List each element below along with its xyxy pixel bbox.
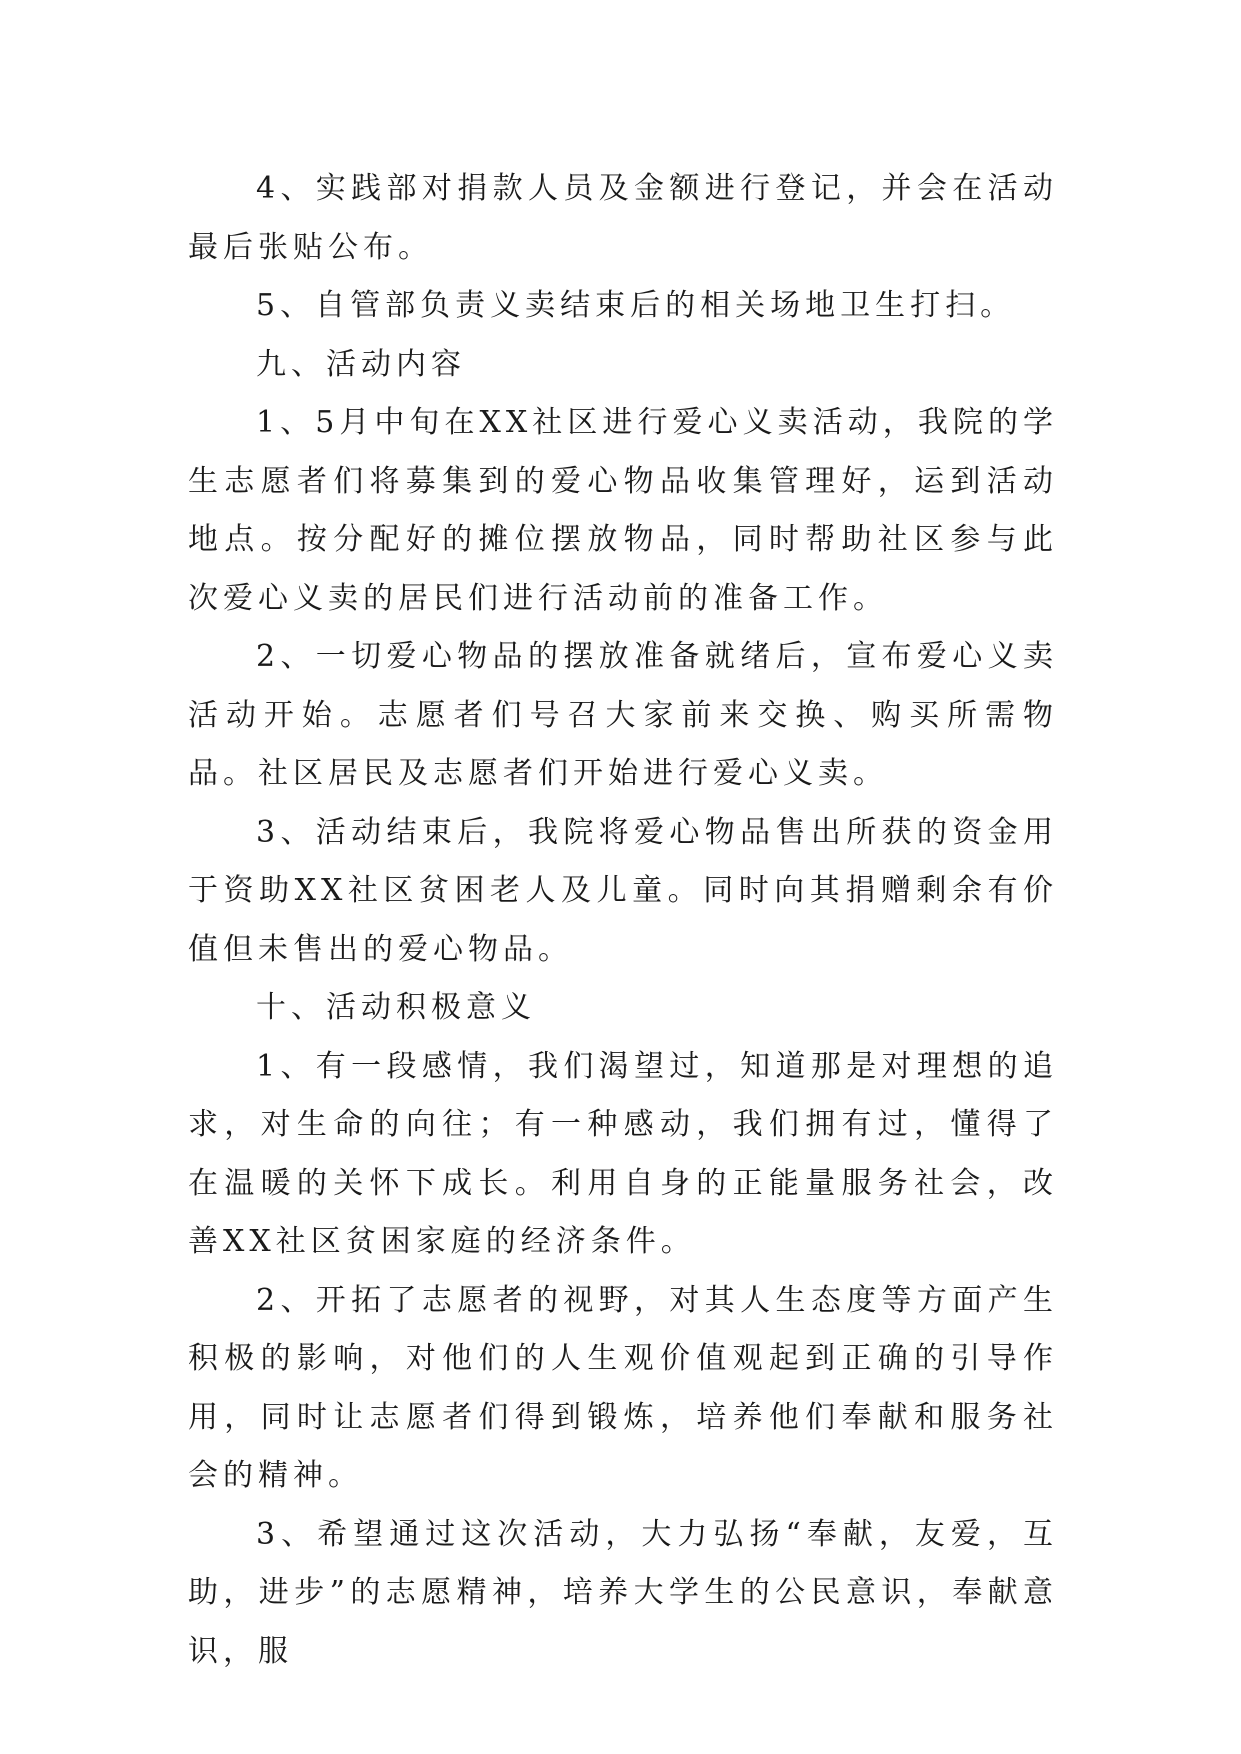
paragraph-content-1: 1、5月中旬在XX社区进行爱心义卖活动，我院的学生志愿者们将募集到的爱心物品收集管理好，运到活动地点。按分配好的摊位摆放物品，同时帮助社区参与此次爱心义卖的居民们进行活动前的准备工作。: [188, 405, 1058, 616]
document-body: [188, 160, 1058, 1681]
paragraph-item-5-cleanup: 5、自管部负责义卖结束后的相关场地卫生打扫。: [256, 288, 1016, 323]
paragraph-significance-1: 1、有一段感情，我们渴望过，知道那是对理想的追求，对生命的向往；有一种感动，我们拥有过，懂得了在温暖的关怀下成长。利用自身的正能量服务社会，改善XX社区贫困家庭的经济条件。: [188, 1048, 1058, 1259]
section-heading-activity-content: 九、活动内容: [256, 346, 466, 382]
paragraph-content-3: 3、活动结束后，我院将爱心物品售出所获的资金用于资助XX社区贫困老人及儿童。同时向其捐赠剩余有价值但未售出的爱心物品。: [188, 814, 1058, 967]
paragraph-content-2: 2、一切爱心物品的摆放准备就绪后，宣布爱心义卖活动开始。志愿者们号召大家前来交换、购买所需物品。社区居民及志愿者们开始进行爱心义卖。: [188, 639, 1058, 791]
paragraph-significance-2: 2、开拓了志愿者的视野，对其人生态度等方面产生积极的影响，对他们的人生观价值观起到正确的引导作用，同时让志愿者们得到锻炼，培养他们奉献和服务社会的精神。: [188, 1282, 1058, 1493]
paragraph-item-4-registration: 4、实践部对捐款人员及金额进行登记，并会在活动最后张贴公布。: [188, 171, 1058, 265]
section-heading-significance: 十、活动积极意义: [256, 990, 536, 1025]
paragraph-significance-3: 3、希望通过这次活动，大力弘扬“奉献，友爱，互助，进步”的志愿精神，培养大学生的公民意识，奉献意识，服: [188, 1516, 1058, 1669]
